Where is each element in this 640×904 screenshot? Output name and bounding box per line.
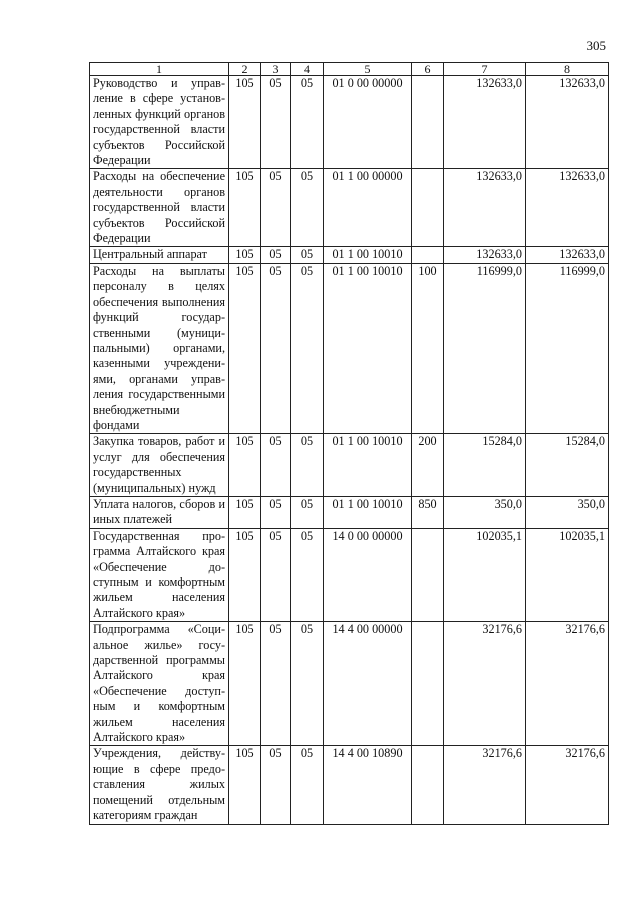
row-cell-col5: 01 0 00 00000 — [324, 76, 412, 169]
header-row — [90, 63, 609, 76]
row-cell-col7: 132633,0 — [444, 247, 526, 263]
row-cell-col7: 350,0 — [444, 496, 526, 528]
row-cell-col2: 105 — [229, 434, 261, 497]
row-cell-col5: 01 1 00 10010 — [324, 496, 412, 528]
row-cell-col8: 132633,0 — [526, 76, 609, 169]
row-cell-col6: 850 — [412, 496, 444, 528]
row-name-cell: Уплата налогов, сборов и иных платежей — [90, 496, 229, 528]
row-cell-col2: 105 — [229, 169, 261, 247]
row-cell-col5: 01 1 00 10010 — [324, 434, 412, 497]
row-cell-col7: 116999,0 — [444, 263, 526, 433]
row-cell-col2: 105 — [229, 528, 261, 621]
row-cell-col4: 05 — [291, 247, 324, 263]
row-cell-col8: 132633,0 — [526, 169, 609, 247]
table-row — [90, 434, 609, 497]
row-cell-col2: 105 — [229, 746, 261, 824]
row-cell-col6 — [412, 169, 444, 247]
row-cell-col6: 100 — [412, 263, 444, 433]
row-cell-col6 — [412, 528, 444, 621]
row-cell-col6 — [412, 76, 444, 169]
row-cell-col4: 05 — [291, 76, 324, 169]
row-cell-col4: 05 — [291, 169, 324, 247]
table-row — [90, 746, 609, 824]
row-name-cell: Учреждения, действующие в сфере предоставления жилых помещений отдельным категориям граждан — [90, 746, 229, 824]
row-cell-col7: 32176,6 — [444, 622, 526, 746]
row-cell-col2: 105 — [229, 622, 261, 746]
budget-table — [89, 62, 609, 825]
row-cell-col6 — [412, 247, 444, 263]
row-name-cell: Центральный аппарат — [90, 247, 229, 263]
row-cell-col4: 05 — [291, 434, 324, 497]
row-cell-col7: 132633,0 — [444, 169, 526, 247]
row-cell-col2: 105 — [229, 247, 261, 263]
row-cell-col2: 105 — [229, 76, 261, 169]
table-row — [90, 247, 609, 263]
row-cell-col3: 05 — [261, 528, 291, 621]
row-cell-col7: 102035,1 — [444, 528, 526, 621]
row-cell-col3: 05 — [261, 247, 291, 263]
row-cell-col7: 15284,0 — [444, 434, 526, 497]
row-cell-col8: 116999,0 — [526, 263, 609, 433]
row-cell-col3: 05 — [261, 746, 291, 824]
header-cell-8: 8 — [526, 63, 609, 76]
row-cell-col3: 05 — [261, 263, 291, 433]
row-cell-col3: 05 — [261, 76, 291, 169]
row-cell-col6 — [412, 746, 444, 824]
row-cell-col5: 14 4 00 00000 — [324, 622, 412, 746]
row-cell-col3: 05 — [261, 434, 291, 497]
row-cell-col8: 32176,6 — [526, 622, 609, 746]
header-cell-2: 2 — [229, 63, 261, 76]
row-name-cell: Подпрограмма «Социальное жилье» государственной программы Алтайского края «Обеспечение доступным и комфортным жильем населения Алтайского края» — [90, 622, 229, 746]
row-cell-col7: 132633,0 — [444, 76, 526, 169]
row-cell-col4: 05 — [291, 746, 324, 824]
row-cell-col6: 200 — [412, 434, 444, 497]
row-cell-col3: 05 — [261, 622, 291, 746]
row-cell-col8: 15284,0 — [526, 434, 609, 497]
row-cell-col8: 350,0 — [526, 496, 609, 528]
table-body — [90, 76, 609, 825]
row-cell-col7: 32176,6 — [444, 746, 526, 824]
page-number: 305 — [586, 38, 606, 53]
header-cell-6: 6 — [412, 63, 444, 76]
table-row — [90, 496, 609, 528]
row-name-cell: Государственная программа Алтайского края «Обеспечение доступным и комфортным жильем населения Алтайского края» — [90, 528, 229, 621]
row-cell-col8: 32176,6 — [526, 746, 609, 824]
row-name-cell: Закупка товаров, работ и услуг для обеспечения государственных (муниципальных) нужд — [90, 434, 229, 497]
table-row — [90, 263, 609, 433]
header-cell-7: 7 — [444, 63, 526, 76]
row-cell-col4: 05 — [291, 528, 324, 621]
row-cell-col4: 05 — [291, 263, 324, 433]
row-cell-col3: 05 — [261, 169, 291, 247]
table-row — [90, 528, 609, 621]
header-cell-3: 3 — [261, 63, 291, 76]
header-cell-4: 4 — [291, 63, 324, 76]
row-cell-col8: 132633,0 — [526, 247, 609, 263]
row-cell-col4: 05 — [291, 496, 324, 528]
row-cell-col2: 105 — [229, 496, 261, 528]
table-row — [90, 622, 609, 746]
row-cell-col5: 14 0 00 00000 — [324, 528, 412, 621]
row-cell-col3: 05 — [261, 496, 291, 528]
row-cell-col5: 14 4 00 10890 — [324, 746, 412, 824]
row-cell-col6 — [412, 622, 444, 746]
row-name-cell: Руководство и управление в сфере установленных функций органов государственной власти субъектов Российской Федерации — [90, 76, 229, 169]
row-cell-col4: 05 — [291, 622, 324, 746]
row-cell-col5: 01 1 00 10010 — [324, 247, 412, 263]
row-cell-col8: 102035,1 — [526, 528, 609, 621]
header-cell-5: 5 — [324, 63, 412, 76]
row-cell-col5: 01 1 00 10010 — [324, 263, 412, 433]
row-name-cell: Расходы на обеспечение деятельности органов государственной власти субъектов Российской Федерации — [90, 169, 229, 247]
row-cell-col5: 01 1 00 00000 — [324, 169, 412, 247]
table-row — [90, 76, 609, 169]
row-name-cell: Расходы на выплаты персоналу в целях обеспечения выполнения функций государственными (муниципальными) органами, казенными учреждениями, органами управления государственными внебюджетными фондами — [90, 263, 229, 433]
header-cell-1: 1 — [90, 63, 229, 76]
table-header — [90, 63, 609, 76]
table-row — [90, 169, 609, 247]
row-cell-col2: 105 — [229, 263, 261, 433]
